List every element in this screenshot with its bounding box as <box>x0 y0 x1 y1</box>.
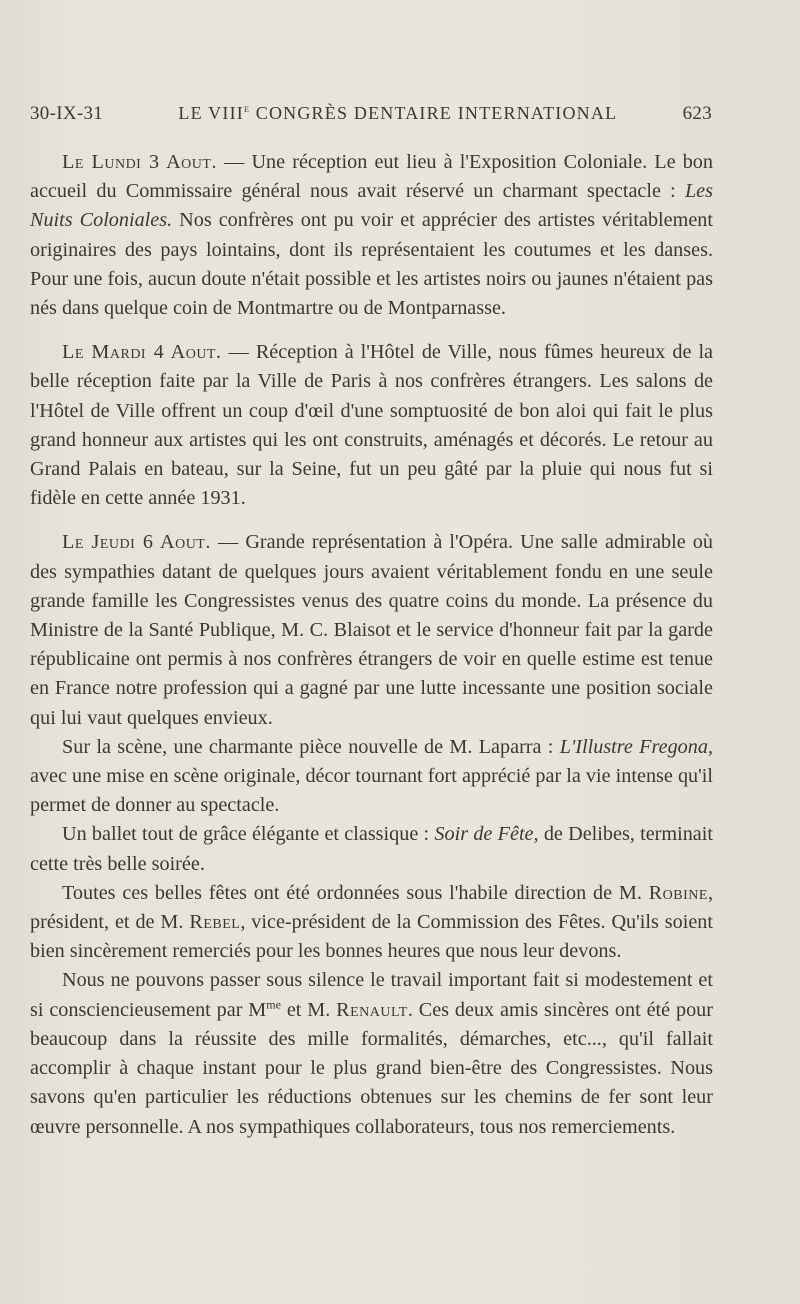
paragraph-renault <box>30 966 713 1141</box>
paragraph-text: avec une mise en scène originale, décor tournant fort apprécié par la vie intense qu'il permet de donner au spectacle. <box>30 765 713 817</box>
paragraph-text: et M. <box>280 998 337 1021</box>
paragraph-lundi <box>30 148 713 323</box>
paragraph-text: de Delibes, terminait cette très belle soirée. <box>30 823 713 875</box>
paragraph-mardi <box>30 338 713 513</box>
paragraph-text: , vice-président de la Commission des Fêtes. Qu'ils soient bien sincèrement remerciés pour les bonnes heures que nous leur devons. <box>30 911 713 963</box>
italic-title: Soir de Fête, <box>434 823 539 846</box>
paragraph-text: — Grande représentation à l'Opéra. Une salle admirable où des sympathies datant de quelques jours avaient véritablement fondu en une seule grande famille les Congressistes venus des quatre coins du monde. La présence du Ministre de la Santé Publique, M. C. Blaisot et le service d'honneur fait par la garde républicaine ont permis à nos confrères étrangers de voir en quelle estime est tenue en France notre profession qui a gagné par une lutte incessante une position sociale qui lui vaut quelques envieux. <box>30 531 713 729</box>
paragraph-label: Le Lundi 3 Aout. <box>62 151 217 173</box>
running-head <box>30 103 712 129</box>
paragraph-text: Sur la scène, une charmante pièce nouvelle de M. Laparra : <box>62 735 560 758</box>
paragraph-text: Un ballet tout de grâce élégante et classique : <box>62 823 435 846</box>
header-title-suffix: CONGRÈS DENTAIRE INTERNATIONAL <box>255 103 618 123</box>
body-text <box>30 148 713 1142</box>
paragraph-scene <box>30 733 713 821</box>
paragraph-text: , président, et de M. <box>30 881 713 934</box>
paragraph-label: Le Jeudi 6 Aout. <box>62 531 211 554</box>
paragraph-text: — Une réception eut lieu à l'Exposition Coloniale. Le bon accueil du Commissaire général nous avait réservé un charmant spectacle : <box>30 151 713 203</box>
paragraph-text: — Réception à l'Hôtel de Ville, nous fûmes heureux de la belle réception faite par la Ville de Paris à nos confrères étrangers. Les salons de l'Hôtel de Ville offrent un coup d'œil d'une somptuosité de bon aloi qui fait le plus grand honneur aux artistes qui les ont construits, aménagés et décorés. Le retour au Grand Palais en bateau, sur la Seine, fut un peu gâté par la pluie qui nous fut si fidèle en cette année 1931. <box>30 341 714 510</box>
paragraph-text: . Ces deux amis sincères ont été pour beaucoup dans la réussite des mille formalités, démarches, etc..., qu'il fallait accomplir à chaque instant pour le plus grand bien-être des Congressistes. Nous savons qu'en particulier les réductions obtenues sur les chemins de fer sont leur œuvre personnelle. A nos sympathiques collaborateurs, tous nos remerciements. <box>30 998 713 1138</box>
header-title <box>103 103 682 124</box>
paragraph-fetes <box>30 879 713 967</box>
paragraph-text: Nous ne pouvons passer sous silence le travail important fait si modestement et si consciencieusement par M <box>30 969 713 1021</box>
italic-title: Les Nuits Coloniales. <box>30 180 713 232</box>
header-title-sup: e <box>243 101 251 115</box>
person-name: Rebel <box>189 911 241 934</box>
person-name: Renault <box>336 998 408 1021</box>
header-title-prefix: LE VIII <box>178 103 244 123</box>
paragraph-jeudi <box>30 528 713 732</box>
page-number: 623 <box>682 103 712 124</box>
italic-title: L'Illustre Fregona, <box>559 735 713 758</box>
paragraph-label: Le Mardi 4 Aout. <box>62 341 222 364</box>
person-name: Robine <box>648 881 708 904</box>
superscript: me <box>266 996 281 1011</box>
paragraph-ballet <box>30 820 713 878</box>
paragraph-text: Toutes ces belles fêtes ont été ordonnées sous l'habile direction de M. <box>62 881 649 904</box>
header-date: 30-IX-31 <box>30 103 104 124</box>
paragraph-text: Nos confrères ont pu voir et apprécier des artistes véritablement originaires des pays lointains, dont ils représentaient les coutumes et les danses. Pour une fois, aucun doute n'était possible et les artistes noirs ou jaunes n'étaient pas nés dans quelque coin de Montmartre ou de Montparnasse. <box>30 209 713 320</box>
